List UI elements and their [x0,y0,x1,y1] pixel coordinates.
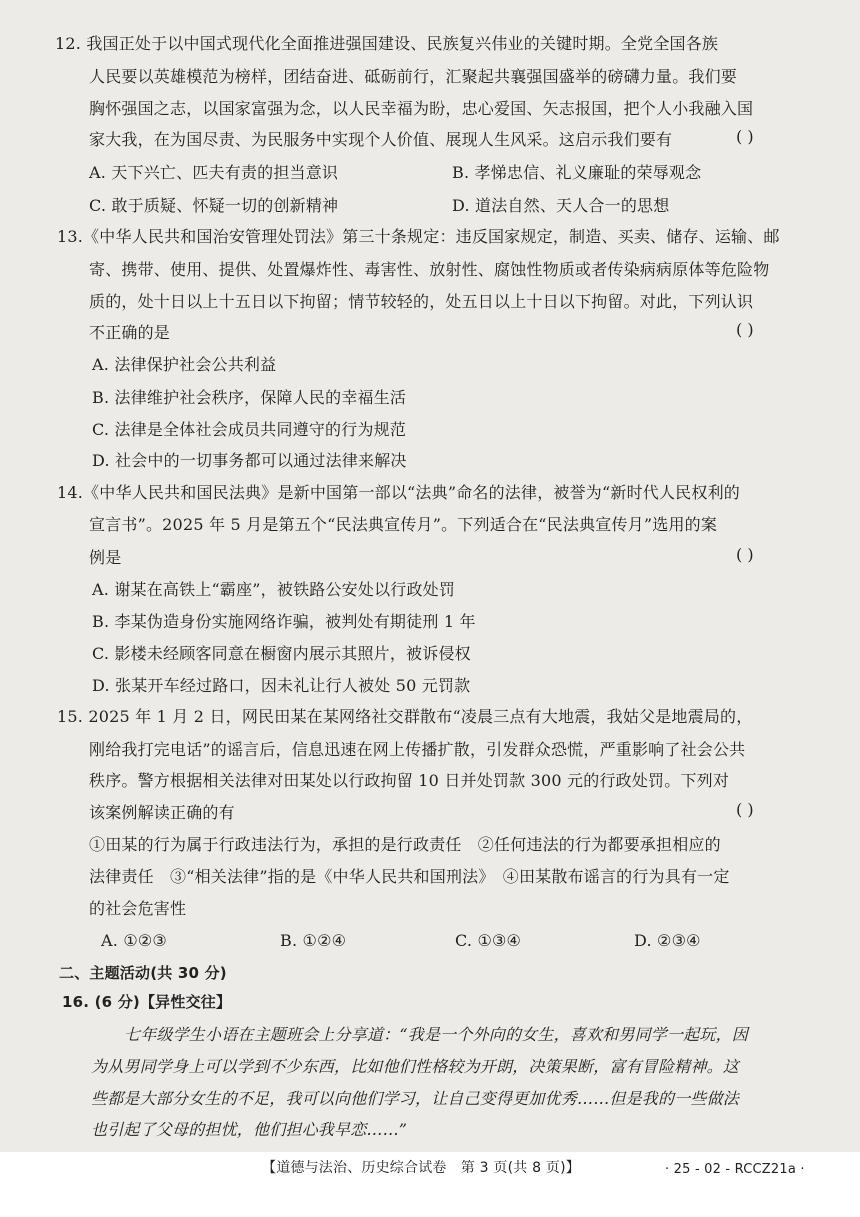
q13-option-a: A. 法律保护社会公共利益 [92,355,277,374]
q15-answer-paren: ( ) [736,800,754,819]
q15-statement-line-3: 的社会危害性 [89,899,187,918]
q15-option-c: C. ①③④ [455,931,522,950]
q12-option-c: C. 敢于质疑、怀疑一切的创新精神 [89,196,339,215]
q15-statement-line-1: ①田某的行为属于行政违法行为，承担的是行政责任 ②任何违法的行为都要承担相应的 [89,835,721,854]
q16-heading: 16. (6 分)【异性交往】 [62,993,232,1011]
q12-line-4: 家大我，在为国尽责、为民服务中实现个人价值、展现人生风采。这启示我们要有 [89,130,673,149]
q12-answer-paren: ( ) [736,127,754,146]
q13-line-3: 质的，处十日以上十五日以下拘留；情节较轻的，处五日以上十日以下拘留。对此，下列认识 [89,292,754,311]
q15-statement-line-2: 法律责任 ③“相关法律”指的是《中华人民共和国刑法》 ④田某散布谣言的行为具有一定 [89,867,730,886]
q16-line-4: 也引起了父母的担忧，他们担心我早恋……” [91,1120,408,1139]
q14-option-c: C. 影楼未经顾客同意在橱窗内展示其照片，被诉侵权 [92,644,471,663]
section-2-title: 二、主题活动(共 30 分) [59,964,227,982]
q15-option-a: A. ①②③ [101,931,167,950]
q12-line-2: 人民要以英雄模范为榜样，团结奋进、砥砺前行，汇聚起共襄强国盛举的磅礴力量。我们要 [89,67,738,86]
q14-line-2: 宣言书”。2025 年 5 月是第五个“民法典宣传月”。下列适合在“民法典宣传月”选用的案 [89,515,718,534]
q16-line-1: 七年级学生小语在主题班会上分享道：“我是一个外向的女生，喜欢和男同学一起玩，因 [124,1025,748,1044]
q13-answer-paren: ( ) [736,320,754,339]
q13-option-c: C. 法律是全体社会成员共同遵守的行为规范 [92,420,407,439]
q15-option-b: B. ①②④ [280,931,347,950]
q15-option-d: D. ②③④ [634,931,701,950]
page-footer: 【道德与法治、历史综合试卷 第 3 页(共 8 页)】 [262,1160,580,1176]
q13-line-4: 不正确的是 [89,323,171,342]
q12-option-d: D. 道法自然、天人合一的思想 [452,196,670,215]
q14-option-b: B. 李某伪造身份实施网络诈骗，被判处有期徒刑 1 年 [92,612,476,631]
q12-line-1: 12. 我国正处于以中国式现代化全面推进强国建设、民族复兴伟业的关键时期。全党全国各族 [55,34,719,53]
q13-line-1: 13.《中华人民共和国治安管理处罚法》第三十条规定：违反国家规定，制造、买卖、储存、运输、邮 [57,227,780,246]
q15-line-2: 刚给我打完电话”的谣言后，信息迅速在网上传播扩散，引发群众恐慌，严重影响了社会公共 [89,740,746,759]
q14-option-a: A. 谢某在高铁上“霸座”，被铁路公安处以行政处罚 [92,580,456,599]
q14-option-d: D. 张某开车经过路口，因未礼让行人被处 50 元罚款 [92,676,471,695]
q14-line-3: 例是 [89,548,122,567]
q12-line-3: 胸怀强国之志，以国家富强为念，以人民幸福为盼，忠心爱国、矢志报国，把个人小我融入国 [89,99,754,118]
q12-option-a: A. 天下兴亡、匹夫有责的担当意识 [89,163,339,182]
q16-line-3: 些都是大部分女生的不足，我可以向他们学习，让自己变得更加优秀……但是我的一些做法 [91,1089,740,1108]
q12-option-b: B. 孝悌忠信、礼义廉耻的荣辱观念 [452,163,702,182]
q15-line-3: 秩序。警方根据相关法律对田某处以行政拘留 10 日并处罚款 300 元的行政处罚。下列对 [89,771,730,790]
paper-code: · 25 - 02 - RCCZ21a · [665,1162,805,1177]
q15-line-4: 该案例解读正确的有 [89,803,235,822]
q13-option-d: D. 社会中的一切事务都可以通过法律来解决 [92,451,407,470]
q15-line-1: 15. 2025 年 1 月 2 日，网民田某在某网络社交群散布“凌晨三点有大地震，我姑父是地震局的， [57,707,753,726]
q16-line-2: 为从男同学身上可以学到不少东西，比如他们性格较为开朗，决策果断，富有冒险精神。这 [91,1057,740,1076]
q13-option-b: B. 法律维护社会秩序，保障人民的幸福生活 [92,388,407,407]
q14-line-1: 14.《中华人民共和国民法典》是新中国第一部以“法典”命名的法律，被誉为“新时代人民权利的 [57,483,740,502]
q13-line-2: 寄、携带、使用、提供、处置爆炸性、毒害性、放射性、腐蚀性物质或者传染病病原体等危险物 [89,260,770,279]
q14-answer-paren: ( ) [736,545,754,564]
